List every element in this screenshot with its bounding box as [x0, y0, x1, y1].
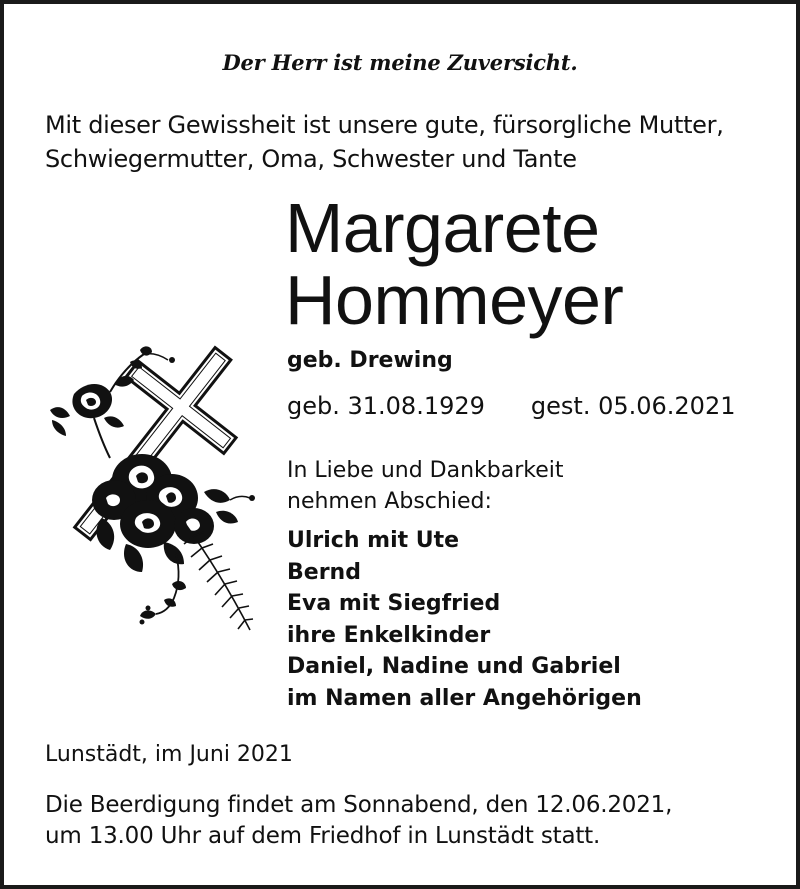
mourners-list: [287, 525, 642, 714]
place-date: Lunstädt, im Juni 2021: [45, 742, 293, 767]
birth-name: geb. Drewing: [287, 348, 453, 373]
farewell-text: [287, 455, 564, 517]
cross-with-roses-icon: [44, 322, 264, 640]
intro-text: [45, 108, 724, 176]
funeral-info: [45, 790, 672, 852]
intro-line: Schwiegermutter, Oma, Schwester und Tante: [45, 145, 577, 173]
death-date: gest. 05.06.2021: [530, 392, 736, 420]
life-dates: [287, 392, 736, 420]
rose-bouquet-icon: [92, 454, 255, 572]
first-name: Margarete: [285, 189, 600, 267]
mourner: Eva mit Siegfried: [287, 591, 501, 616]
birth-date: geb. 31.08.1929: [287, 392, 485, 420]
mourner: ihre Enkelkinder: [287, 622, 491, 648]
farewell-line: In Liebe und Dankbarkeit: [287, 458, 564, 483]
mourner: Ulrich mit Ute: [287, 528, 460, 553]
tendril-icon: [140, 554, 187, 625]
last-name: Hommeyer: [285, 261, 624, 339]
deceased-name: [285, 189, 624, 339]
intro-line: Mit dieser Gewissheit ist unsere gute, fürsorgliche Mutter,: [45, 111, 724, 139]
funeral-line: um 13.00 Uhr auf dem Friedhof in Lunstädt statt.: [45, 823, 601, 849]
farewell-line: nehmen Abschied:: [287, 489, 492, 514]
mourner: Bernd: [287, 559, 361, 585]
mourner: im Namen aller Angehörigen: [287, 685, 642, 711]
mourner: Daniel, Nadine und Gabriel: [287, 654, 621, 679]
funeral-line: Die Beerdigung findet am Sonnabend, den 12.06.2021,: [45, 792, 673, 818]
motto: Der Herr ist meine Zuversicht.: [222, 50, 578, 75]
